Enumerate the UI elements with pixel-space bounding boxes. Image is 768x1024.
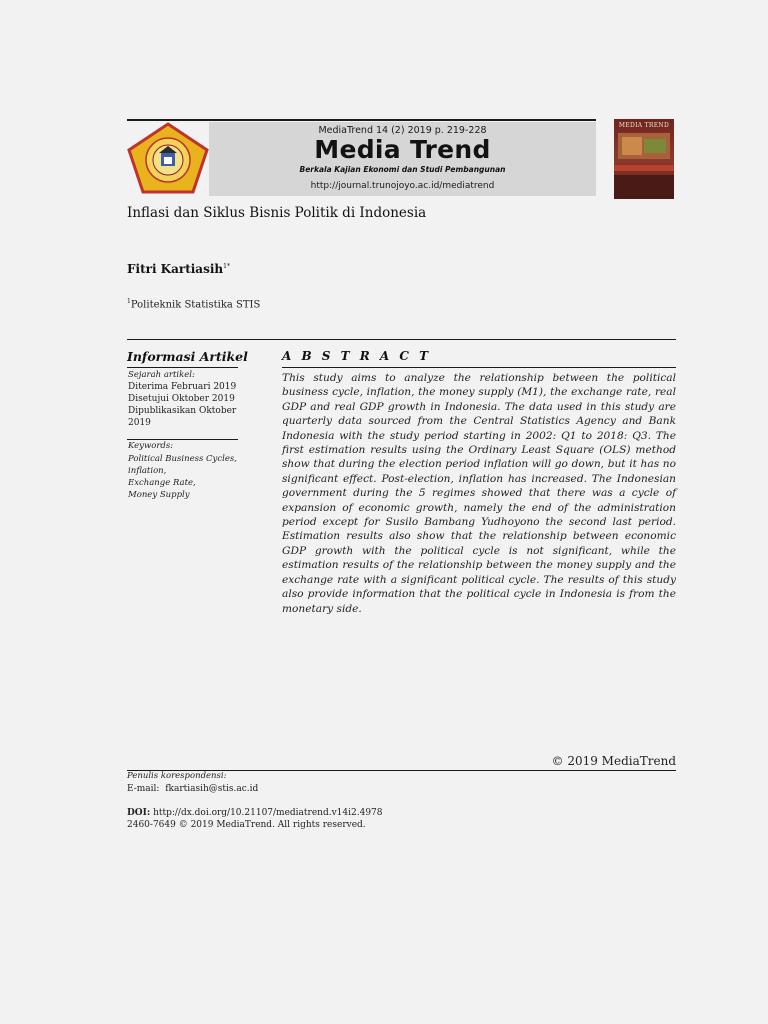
masthead — [209, 122, 596, 196]
affiliation-text: Politeknik Statistika STIS — [130, 299, 261, 311]
affiliation — [127, 298, 260, 310]
keywords-label: Keywords: — [128, 441, 174, 451]
doi-label: DOI: — [127, 808, 151, 818]
cover-title: MEDIA TREND — [618, 122, 670, 129]
issue-line: MediaTrend 14 (2) 2019 p. 219-228 — [318, 125, 487, 136]
article-info-heading: Informasi Artikel — [127, 349, 248, 364]
journal-cover-thumbnail — [614, 119, 674, 199]
doi-link[interactable]: http://dx.doi.org/10.21107/mediatrend.v14i2.4978 — [153, 808, 383, 818]
keyword-item: Political Business Cycles, — [128, 454, 237, 464]
journal-subtitle: Berkala Kajian Ekonomi dan Studi Pembangunan — [299, 165, 506, 174]
email-line — [127, 784, 258, 794]
history-published: Dipublikasikan Oktober 2019 — [128, 406, 237, 428]
journal-url[interactable]: http://journal.trunojoyo.ac.id/mediatrend — [310, 181, 495, 191]
journal-name: Media Trend — [314, 135, 491, 164]
author-superscript: 1* — [223, 263, 230, 270]
abstract-text: This study aims to analyze the relationship between the political business cycle, inflation, the money supply (M1), the exchange rate, real GDP and real GDP growth in Indonesia. The data used in this study are quarterly data sourced from the Central Statistics Agency and Bank Indonesia with the study period starting in 2002: Q1 to 2018: Q3. The first estimation results using the Ordinary Least Square (OLS) method show that during the election period inflation will go down, but it has no significant effect. Post-election, inflation has increased. The Indonesian government during the 5 regimes showed that there was a cycle of expansion of economic growth, namely the end of the administration period except for Susilo Bambang Yudhoyono the second last period. Estimation results also show that the relationship between economic GDP growth with the political cycle is not significant, while the estimation results of the relationship between the money supply and the exchange rate with a significant political cycle. The results of this study also provide information that the political cycle in Indonesia is from the monetary side. — [282, 372, 676, 615]
affiliation-superscript: 1 — [127, 298, 131, 305]
author-name-text: Fitri Kartiasih — [127, 262, 224, 276]
author-name — [127, 262, 230, 276]
email-address[interactable]: fkartiasih@stis.ac.id — [165, 784, 259, 794]
rights-notice: 2460-7649 © 2019 MediaTrend. All rights reserved. — [127, 820, 366, 830]
university-seal-icon — [127, 122, 209, 194]
keyword-item: inflation, — [128, 466, 167, 476]
keyword-item: Money Supply — [128, 490, 190, 500]
abstract-heading: A B S T R A C T — [282, 349, 432, 363]
abstract-divider — [282, 367, 676, 368]
paper-title: Inflasi dan Siklus Bisnis Politik di Indonesia — [127, 205, 427, 221]
corresponding-author-label: Penulis korespondensi: — [127, 771, 227, 781]
history-accepted: Disetujui Oktober 2019 — [128, 394, 235, 404]
section-divider — [127, 339, 676, 340]
header-rule — [127, 119, 596, 121]
doi-line — [127, 808, 383, 818]
copyright-notice: © 2019 MediaTrend — [551, 754, 676, 768]
info-divider-top — [127, 367, 238, 368]
email-label: E-mail: — [127, 784, 160, 794]
history-received: Diterima Februari 2019 — [128, 382, 237, 392]
keywords-list — [128, 453, 238, 501]
info-divider-bottom — [127, 439, 238, 440]
history-list — [128, 381, 238, 429]
history-label: Sejarah artikel: — [128, 370, 195, 380]
keyword-item: Exchange Rate, — [128, 478, 196, 488]
